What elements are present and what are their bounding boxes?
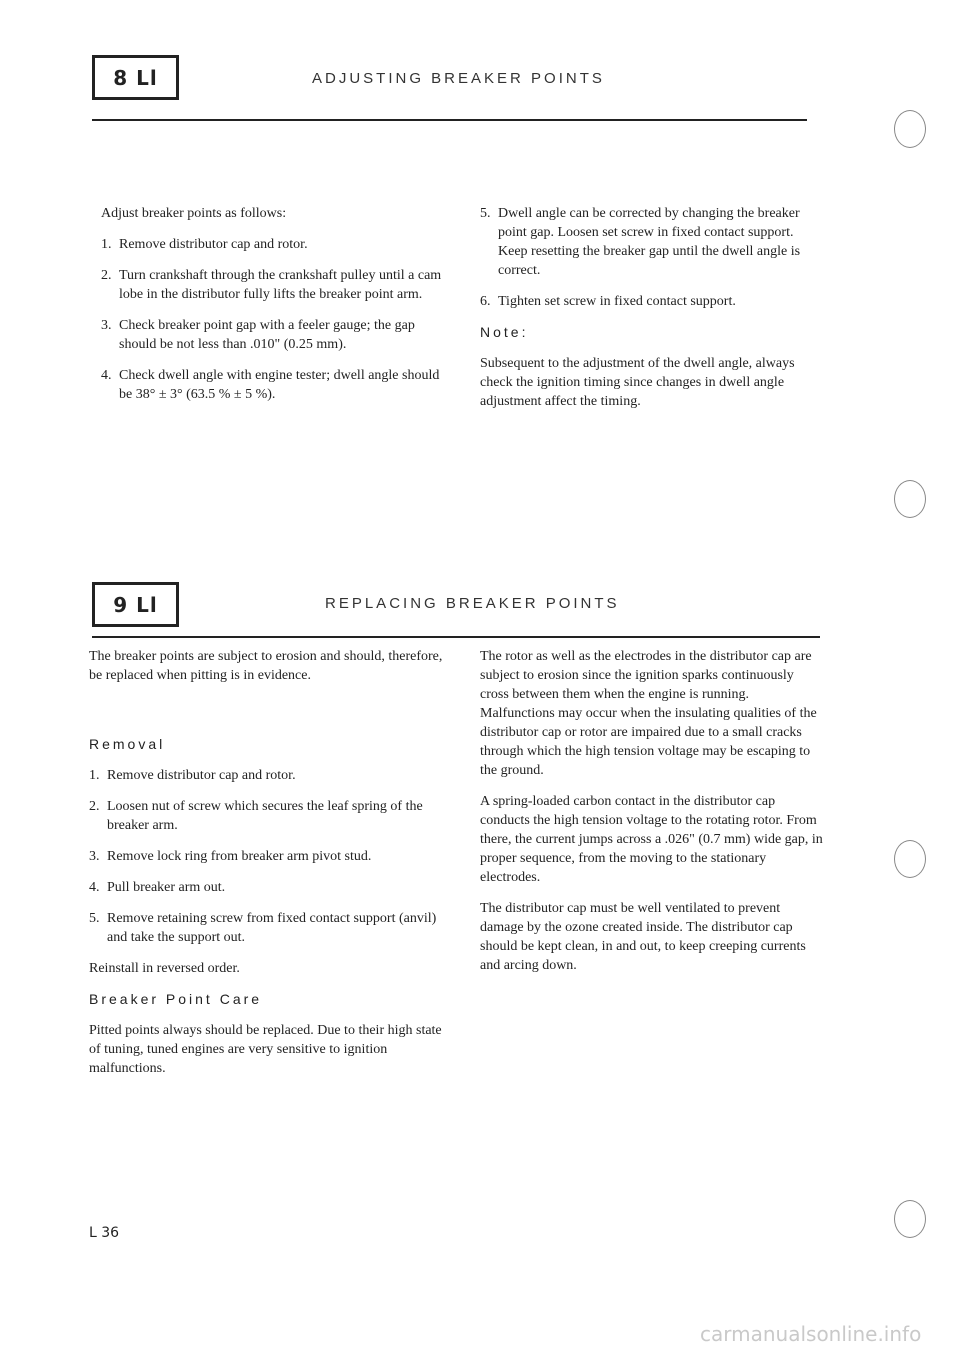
intro-text: The breaker points are subject to erosion and should, therefore, be replaced when pitting is in evidence.: [89, 649, 443, 683]
watermark: carmanualsonline.info: [700, 1322, 922, 1346]
removal-label: Removal: [89, 736, 166, 752]
list-item: 1. Remove distributor cap and rotor.: [89, 768, 296, 783]
page-number: L 36: [89, 1225, 120, 1241]
replacing-right-column: [480, 647, 825, 975]
adjusting-right-column: [480, 204, 820, 411]
list-item: 2. Turn crankshaft through the crankshaft pulley until a cam lobe in the distributor fully lifts the breaker point arm.: [101, 268, 442, 302]
list-item: 4. Pull breaker arm out.: [89, 880, 226, 895]
binder-hole: [894, 840, 926, 878]
list-item: 3. Remove lock ring from breaker arm pivot stud.: [89, 849, 372, 864]
section-divider: [92, 636, 820, 638]
replacing-left-column: [89, 647, 451, 1078]
binder-hole: [894, 1200, 926, 1238]
list-item: 1. Remove distributor cap and rotor.: [101, 237, 308, 252]
note-label: Note:: [480, 324, 529, 340]
section-number-box: [92, 582, 179, 627]
section-number-box: [92, 55, 179, 100]
binder-hole: [894, 110, 926, 148]
list-item: 2. Loosen nut of screw which secures the leaf spring of the breaker arm.: [89, 799, 423, 833]
section-number: 8 Ll: [113, 65, 158, 90]
section-title: REPLACING BREAKER POINTS: [325, 595, 620, 612]
paragraph: A spring-loaded carbon contact in the distributor cap conducts the high tension voltage to the rotating rotor. From there, the current jumps across a .026" (0.7 mm) wide gap, in proper sequence, from the moving to the stationary electrodes.: [480, 794, 823, 885]
paragraph: The distributor cap must be well ventilated to prevent damage by the ozone created inside. The distributor cap should be kept clean, in and out, to keep creeping currents and arcing down.: [480, 901, 806, 973]
list-item: 5. Dwell angle can be corrected by changing the breaker point gap. Loosen set screw in fixed contact support. Keep resetting the breaker gap until the dwell angle is correct.: [480, 206, 801, 278]
reinstall-text: Reinstall in reversed order.: [89, 961, 240, 976]
list-item: 4. Check dwell angle with engine tester; dwell angle should be 38° ± 3° (63.5 % ± 5 %).: [101, 368, 440, 402]
section-title: ADJUSTING BREAKER POINTS: [312, 70, 605, 87]
section-divider: [92, 119, 807, 121]
binder-hole: [894, 480, 926, 518]
list-item: 6. Tighten set screw in fixed contact support.: [480, 294, 736, 309]
list-item: 5. Remove retaining screw from fixed contact support (anvil) and take the support out.: [89, 911, 437, 945]
care-text: Pitted points always should be replaced. Due to their high state of tuning, tuned engines are very sensitive to ignition malfunctions.: [89, 1023, 442, 1076]
note-text: Subsequent to the adjustment of the dwell angle, always check the ignition timing since changes in dwell angle adjustment affect the timing.: [480, 356, 795, 409]
intro-text: Adjust breaker points as follows:: [101, 206, 287, 221]
adjusting-left-column: [101, 204, 451, 404]
section-number: 9 Ll: [113, 592, 158, 617]
paragraph: The rotor as well as the electrodes in the distributor cap are subject to erosion since the ignition sparks continuously cross between them when the engine is running. Malfunctions may occur when the insulating qualities of the distributor cap or rotor are impaired due to a small cracks through which the high tension voltage may be escaping to the ground.: [480, 649, 817, 778]
care-label: Breaker Point Care: [89, 991, 263, 1007]
list-item: 3. Check breaker point gap with a feeler gauge; the gap should be not less than .010" (0.25 mm).: [101, 318, 415, 352]
